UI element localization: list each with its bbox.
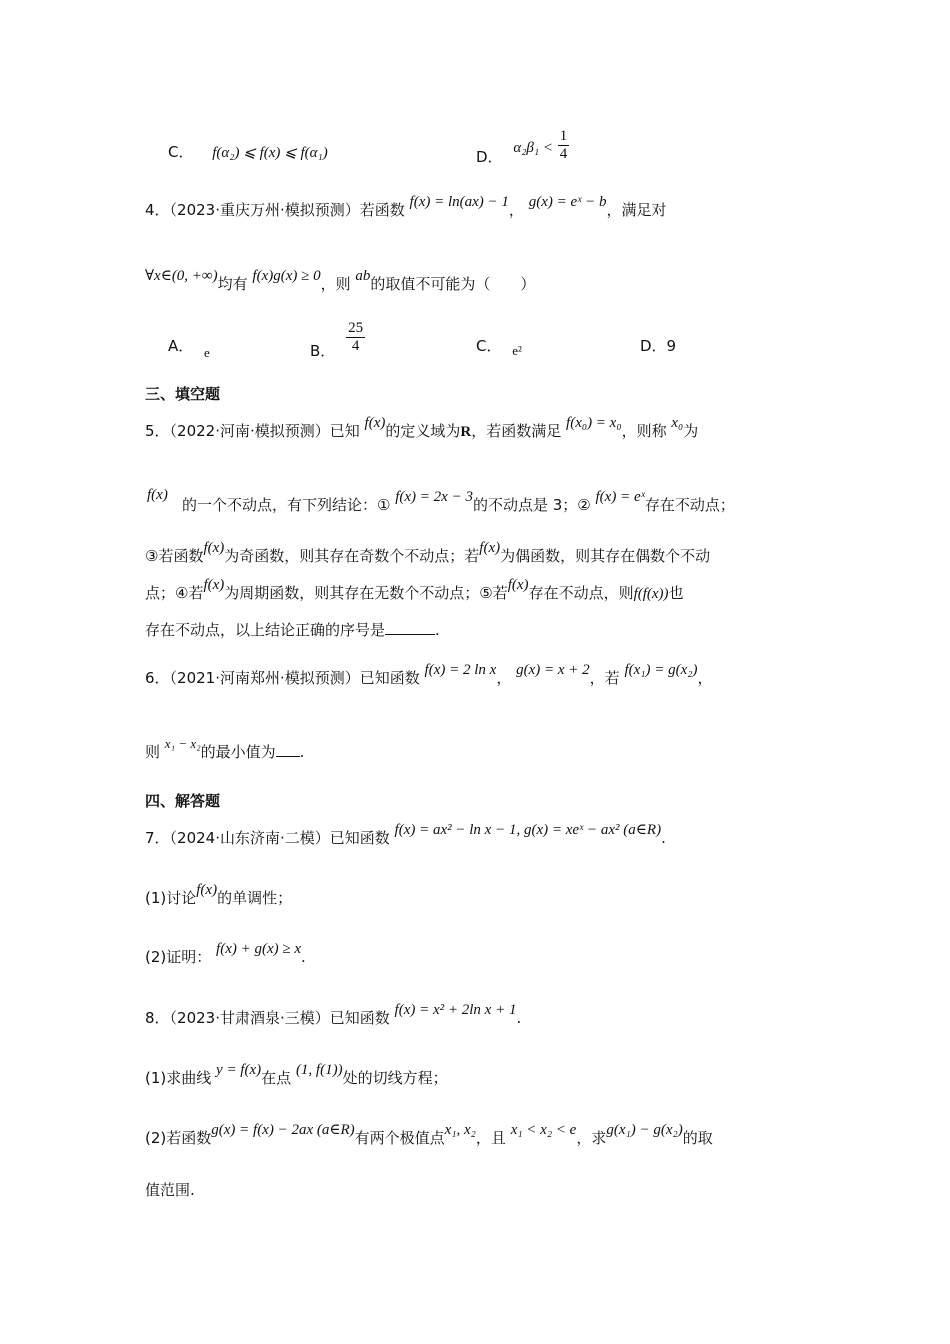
question-number: 7． <box>145 829 170 847</box>
q4-option-a <box>168 334 210 359</box>
formula: R <box>460 424 472 440</box>
text: ，则 <box>320 275 351 293</box>
text: 的单调性； <box>217 889 293 907</box>
option-label: C． <box>476 337 502 355</box>
q4-line-2 <box>145 268 536 297</box>
text: 的取 <box>682 1129 713 1147</box>
q8-part-2 <box>145 1122 713 1151</box>
text: 的取值不可能为（ ） <box>370 275 536 293</box>
formula: f(x) + g(x) ≥ x <box>216 941 302 957</box>
formula: f(x) <box>147 487 168 503</box>
text: (1)求曲线 <box>145 1069 212 1087</box>
q5-line-2 <box>145 487 735 518</box>
formula: f(x) = x² + 2ln x + 1 <box>394 1002 517 1018</box>
fraction-numerator: 1 <box>559 128 568 144</box>
text: 均有 <box>217 275 248 293</box>
option-formula: α₂β₁ < <box>513 140 553 156</box>
text: 则 <box>145 743 161 761</box>
formula: f(x₀) = x₀ <box>566 415 622 431</box>
question-number: 5． <box>145 422 170 440</box>
formula: f(x) <box>364 415 386 431</box>
text: ， <box>508 201 524 219</box>
formula: f(x) <box>479 540 501 556</box>
formula: f(x) <box>203 540 225 556</box>
fraction-denominator: 4 <box>351 338 360 354</box>
option-label: D． <box>476 148 503 166</box>
question-source: （2024·山东济南·二模）已知函数 <box>169 829 390 847</box>
formula: f(x) = eˣ <box>595 489 645 505</box>
answer-blank[interactable] <box>385 620 435 635</box>
formula: f(x)g(x) ≥ 0 <box>252 268 321 284</box>
question-number: 4． <box>145 201 170 219</box>
fraction <box>558 128 570 163</box>
formula: g(x) = x + 2 <box>516 662 590 678</box>
fraction-numerator: 25 <box>348 320 364 336</box>
q4-line-1 <box>145 194 667 223</box>
q7-part-2 <box>145 941 306 970</box>
formula: f(x) <box>203 577 225 593</box>
q5-line-1 <box>145 415 699 444</box>
section-heading-fill-blank: 三、填空题 <box>145 385 221 403</box>
option-label: B． <box>310 342 336 360</box>
answer-blank[interactable] <box>276 742 300 757</box>
q4-option-c <box>476 334 522 359</box>
text: 为偶函数，则其存在偶数个不动 <box>500 547 711 565</box>
text: 有两个极值点 <box>354 1129 445 1147</box>
text: 的不动点是 3；② <box>472 496 591 514</box>
q8-part-2-cont <box>145 1178 195 1202</box>
text: 为 <box>683 422 699 440</box>
formula: f(x₁) = g(x₂) <box>624 662 698 678</box>
formula: x₀ <box>671 415 684 431</box>
option-label: C． <box>168 143 194 161</box>
formula: f(x) <box>196 882 218 898</box>
option-value: e² <box>512 343 522 358</box>
fraction-denominator: 4 <box>559 146 568 162</box>
formula: f(x) = 2 ln x <box>424 662 497 678</box>
text: ， <box>496 669 512 687</box>
text: 的最小值为 <box>200 743 276 761</box>
text: . <box>301 948 306 966</box>
text: 为奇函数，则其存在奇数个不动点；若 <box>224 547 480 565</box>
text: ，求 <box>576 1129 607 1147</box>
text: ， <box>697 669 713 687</box>
text: 为周期函数，则其存在无数个不动点；⑤若 <box>224 584 508 602</box>
fraction <box>346 320 365 355</box>
text: 处的切线方程； <box>342 1069 448 1087</box>
text: 存在不动点，则 <box>528 584 634 602</box>
text: ，满足对 <box>606 201 667 219</box>
q8-line-1 <box>145 1002 522 1031</box>
formula: f(x) <box>507 577 529 593</box>
q6-line-1 <box>145 662 713 691</box>
question-source: （2021·河南郑州·模拟预测）已知函数 <box>169 669 420 687</box>
formula: f(x) = ln(ax) − 1 <box>409 194 509 210</box>
q4-option-d <box>640 334 676 358</box>
option-value: e <box>204 345 210 360</box>
text: (1)讨论 <box>145 889 197 907</box>
question-source: （2022·河南·模拟预测）已知 <box>169 422 360 440</box>
text: (2)证明： <box>145 948 212 966</box>
section-heading-solution: 四、解答题 <box>145 792 221 810</box>
text: ③若函数 <box>145 547 204 565</box>
question-source: （2023·重庆万州·模拟预测）若函数 <box>169 201 405 219</box>
text: . <box>516 1009 522 1027</box>
formula: x₁ < x₂ < e <box>510 1122 577 1138</box>
q3-option-d <box>476 128 569 166</box>
q5-line-3 <box>145 540 711 569</box>
formula: ∀x∈(0, +∞) <box>145 268 218 284</box>
q4-option-b <box>310 320 365 360</box>
formula: ab <box>355 268 371 284</box>
formula: g(x₁) − g(x₂) <box>606 1122 683 1138</box>
q5-line-4 <box>145 577 684 606</box>
q3-option-c <box>168 140 328 165</box>
text: 点；④若 <box>145 584 204 602</box>
formula: (1, f(1)) <box>295 1062 343 1078</box>
formula: x₁ − x₂ <box>164 736 201 751</box>
formula: x₁, x₂ <box>444 1122 476 1138</box>
formula: y = f(x) <box>216 1062 262 1078</box>
question-source: （2023·甘肃酒泉·三模）已知函数 <box>169 1009 390 1027</box>
formula: g(x) = f(x) − 2ax (a∈R) <box>211 1122 355 1138</box>
q5-line-5 <box>145 618 440 642</box>
text: ，则称 <box>621 422 667 440</box>
q8-part-1 <box>145 1062 448 1091</box>
text: 值范围. <box>145 1181 195 1199</box>
option-label: D．9 <box>640 337 677 355</box>
text: 存在不动点； <box>644 496 735 514</box>
formula: f(f(x)) <box>633 586 669 602</box>
formula: f(x) = 2x − 3 <box>395 489 473 505</box>
option-formula: f(α₂) ⩽ f(x) ⩽ f(α₁) <box>212 145 328 161</box>
q7-line-1 <box>145 822 666 851</box>
text: 的一个不动点，有下列结论：① <box>182 496 391 514</box>
q7-part-1 <box>145 882 293 911</box>
text: . <box>435 621 440 639</box>
text: 的定义域为 <box>385 422 461 440</box>
q6-line-2 <box>145 736 305 765</box>
formula: f(x) = ax² − ln x − 1, g(x) = xeˣ − ax² (a∈R) <box>394 822 662 838</box>
text: 在点 <box>261 1069 292 1087</box>
text: 也 <box>668 584 684 602</box>
text: . <box>661 829 666 847</box>
text: (2)若函数 <box>145 1129 212 1147</box>
question-number: 8． <box>145 1009 170 1027</box>
text: ，且 <box>475 1129 506 1147</box>
text: . <box>299 743 305 761</box>
option-label: A． <box>168 337 194 355</box>
question-number: 6． <box>145 669 170 687</box>
text: ，若函数满足 <box>471 422 562 440</box>
formula: g(x) = eˣ − b <box>528 194 607 210</box>
text: 存在不动点，以上结论正确的序号是 <box>145 621 386 639</box>
text: ，若 <box>589 669 620 687</box>
